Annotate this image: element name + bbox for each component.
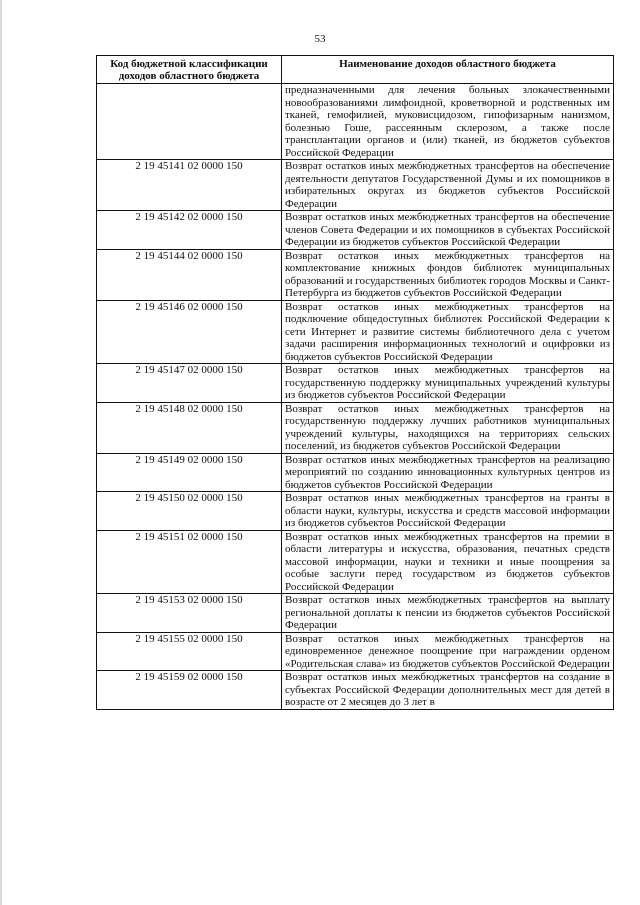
row-code: 2 19 45147 02 0000 150 [97,364,282,403]
row-code: 2 19 45151 02 0000 150 [97,530,282,594]
row-name: Возврат остатков иных межбюджетных трансфертов на государственную поддержку муниципальных учреждений культуры из бюджетов субъектов Российской Федерации [282,364,614,403]
table-row [97,160,614,211]
table-row [97,402,614,453]
table-row [97,632,614,671]
header-name: Наименование доходов областного бюджета [282,56,614,84]
scan-edge [0,0,2,905]
row-name: предназначенными для лечения больных злокачественными новообразованиями лимфоидной, кроветворной и родственных им тканей, гемофилией, муковисцидозом, гипофизарным нанизмом, болезнью Гоше, рассеянным склерозом, а также после трансплантации органов и (или) тканей, из бюджетов субъектов Российской Федерации [282,84,614,160]
row-code: 2 19 45141 02 0000 150 [97,160,282,211]
table-header-row [97,56,614,84]
table-row [97,211,614,250]
budget-income-table [96,55,614,710]
row-code: 2 19 45150 02 0000 150 [97,492,282,531]
row-code [97,84,282,160]
table-row [97,594,614,633]
table-row [97,492,614,531]
row-code: 2 19 45148 02 0000 150 [97,402,282,453]
table-row [97,364,614,403]
row-name: Возврат остатков иных межбюджетных трансфертов на выплату региональной доплаты к пенсии из бюджетов субъектов Российской Федерации [282,594,614,633]
row-code: 2 19 45142 02 0000 150 [97,211,282,250]
row-name: Возврат остатков иных межбюджетных трансфертов на гранты в области науки, культуры, искусства и средств массовой информации из бюджетов субъектов Российской Федерации [282,492,614,531]
table-row [97,300,614,364]
page-number: 53 [314,33,326,45]
row-name: Возврат остатков иных межбюджетных трансфертов на реализацию мероприятий по созданию инновационных культурных центров из бюджетов субъектов Российской Федерации [282,453,614,492]
table-row [97,84,614,160]
row-name: Возврат остатков иных межбюджетных трансфертов на единовременное денежное поощрение при награждении орденом «Родительская слава» из бюджетов субъектов Российской Федерации [282,632,614,671]
row-code: 2 19 45149 02 0000 150 [97,453,282,492]
row-name: Возврат остатков иных межбюджетных трансфертов на премии в области литературы и искусства, образования, печатных средств массовой информации, науки и техники и иные поощрения за особые заслуги перед государством из бюджетов субъектов Российской Федерации [282,530,614,594]
table-row [97,453,614,492]
row-name: Возврат остатков иных межбюджетных трансфертов на обеспечение деятельности депутатов Государственной Думы и их помощников в избирательных округах из бюджетов субъектов Российской Федерации [282,160,614,211]
row-name: Возврат остатков иных межбюджетных трансфертов на создание в субъектах Российской Федерации дополнительных мест для детей в возрасте от 2 месяцев до 3 лет в [282,671,614,710]
row-code: 2 19 45159 02 0000 150 [97,671,282,710]
table-row [97,249,614,300]
header-code: Код бюджетной классификации доходов областного бюджета [97,56,282,84]
row-name: Возврат остатков иных межбюджетных трансфертов на государственную поддержку лучших работников муниципальных учреждений культуры, находящихся на территориях сельских поселений, из бюджетов субъектов Российской Федерации [282,402,614,453]
row-name: Возврат остатков иных межбюджетных трансфертов на подключение общедоступных библиотек Российской Федерации к сети Интернет и развитие системы библиотечного дела с учетом задачи расширения информационных технологий и оцифровки из бюджетов субъектов Российской Федерации [282,300,614,364]
row-code: 2 19 45155 02 0000 150 [97,632,282,671]
table-row [97,671,614,710]
row-name: Возврат остатков иных межбюджетных трансфертов на обеспечение членов Совета Федерации и их помощников в субъектах Российской Федерации из бюджетов субъектов Российской Федерации [282,211,614,250]
row-code: 2 19 45146 02 0000 150 [97,300,282,364]
row-code: 2 19 45144 02 0000 150 [97,249,282,300]
table-row [97,530,614,594]
row-code: 2 19 45153 02 0000 150 [97,594,282,633]
row-name: Возврат остатков иных межбюджетных трансфертов на комплектование книжных фондов библиотек муниципальных образований и государственных библиотек городов Москвы и Санкт-Петербурга из бюджетов субъектов Российской Федерации [282,249,614,300]
